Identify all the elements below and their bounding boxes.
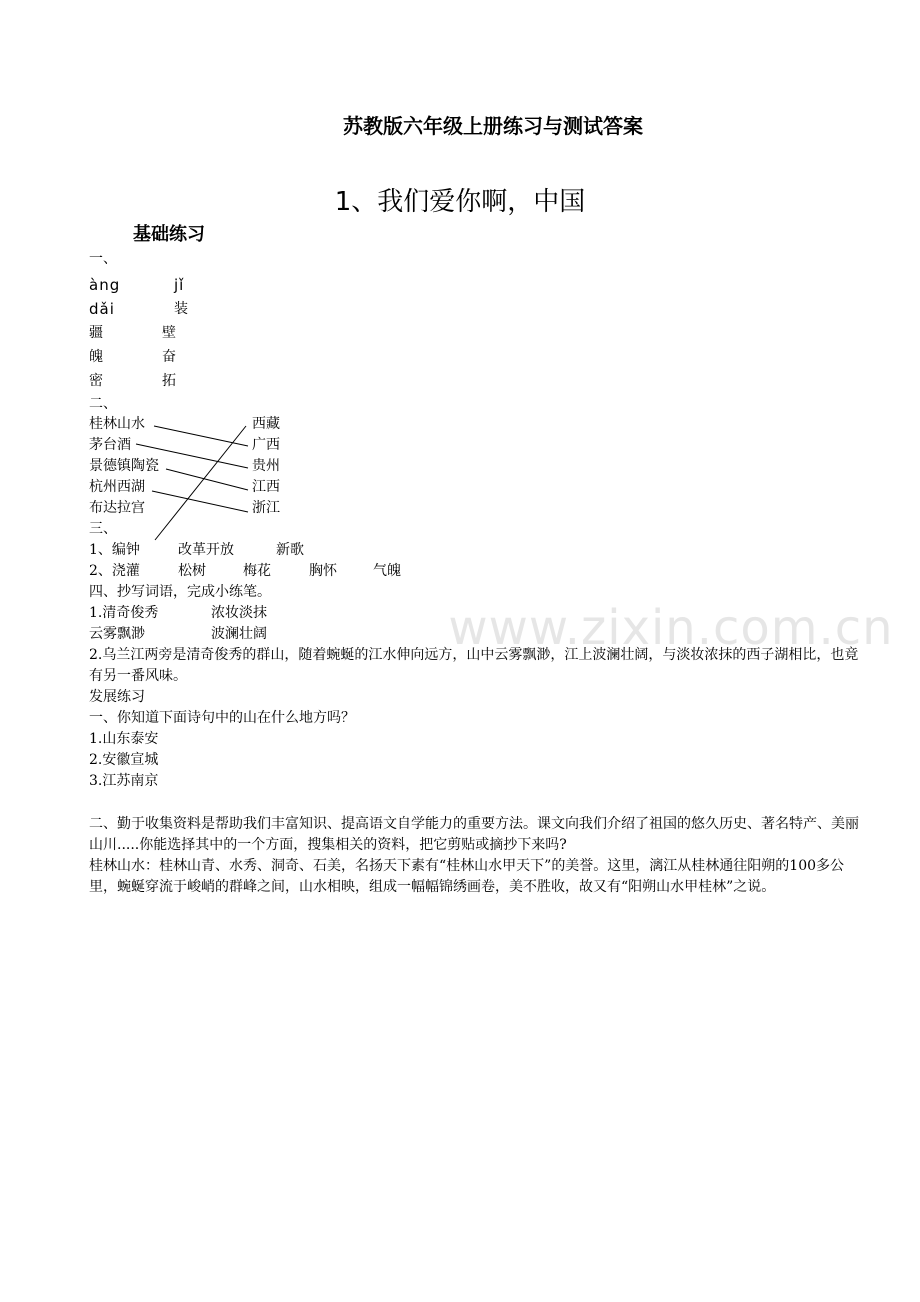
q4-label: 四、抄写词语，完成小练笔。	[89, 584, 271, 600]
q3-line2-item: 气魄	[373, 563, 401, 579]
q2-right-item: 浙江	[252, 500, 280, 516]
q3-line2-item: 松树	[178, 563, 206, 579]
q3-line2-item: 胸怀	[309, 563, 337, 579]
q2-right-item: 江西	[252, 479, 280, 495]
q1-label: 一、	[89, 251, 117, 267]
q3-line1-item: 改革开放	[178, 542, 234, 558]
q2-left-item: 桂林山水	[89, 416, 145, 432]
section-heading-dev: 发展练习	[89, 689, 145, 705]
q1-row1-b: jǐ	[174, 276, 185, 294]
q2-left-item: 茅台酒	[89, 437, 131, 453]
q3-line1-item: 新歌	[276, 542, 304, 558]
match-line-guilin-guangxi	[154, 426, 248, 446]
d1-item: 2.安徽宣城	[89, 752, 159, 768]
match-line-jingdezhen-jiangxi	[166, 469, 248, 490]
document-title: 苏教版六年级上册练习与测试答案	[343, 114, 643, 138]
q3-line1-item: 1、编钟	[89, 542, 140, 558]
q2-left-item: 杭州西湖	[89, 479, 145, 495]
q3-label: 三、	[89, 521, 117, 537]
q1-row2-b: 装	[174, 301, 188, 317]
q2-right-item: 贵州	[252, 458, 280, 474]
q1-row3-b: 壁	[162, 325, 176, 341]
q1-row2-a: dǎi	[89, 300, 115, 318]
q4-line1-item: 1.清奇俊秀	[89, 605, 159, 621]
q1-row1-a: àng	[89, 276, 121, 294]
q1-row4-a: 魄	[89, 349, 103, 365]
watermark: www.zixin.com.cn	[448, 600, 894, 656]
q1-row5-b: 拓	[162, 373, 176, 389]
q2-right-item: 西藏	[252, 416, 280, 432]
d1-label: 一、你知道下面诗句中的山在什么地方吗？	[89, 710, 355, 726]
match-line-budala-xizang	[155, 426, 246, 540]
q3-line2-item: 梅花	[243, 563, 271, 579]
d2-intro: 二、勤于收集资料是帮助我们丰富知识、提高语文自学能力的重要方法。课文向我们介绍了祖国的悠久历史、著名特产、美丽山川.....你能选择其中的一个方面，搜集相关的资料，把它剪贴或摘抄下来吗?	[89, 816, 859, 853]
q2-left-item: 布达拉宫	[89, 500, 145, 516]
q4-line2-item: 云雾飘渺	[89, 626, 145, 642]
d1-item: 1.山东泰安	[89, 731, 159, 747]
q4-line1-item: 浓妆淡抹	[211, 605, 267, 621]
section-heading-basic: 基础练习	[133, 224, 205, 245]
q1-row3-a: 疆	[89, 325, 103, 341]
q2-label: 二、	[89, 396, 117, 412]
d2-answer: 桂林山水：桂林山青、水秀、洞奇、石美，名扬天下素有“桂林山水甲天下”的美誉。这里，漓江从桂林通往阳朔的100多公里，蜿蜒穿流于峻峭的群峰之间，山水相映，组成一幅幅锦绣画卷，美不胜收，故又有“阳朔山水甲桂林”之说。	[89, 858, 845, 895]
q1-row4-b: 奋	[162, 349, 176, 365]
match-line-maotai-guizhou	[136, 444, 248, 468]
q2-right-item: 广西	[252, 437, 280, 453]
q1-row5-a: 密	[89, 373, 103, 389]
lesson-title: 1、我们爱你啊，中国	[334, 187, 586, 217]
match-line-hangzhou-zhejiang	[152, 491, 248, 512]
q4-paragraph: 2.乌兰江两旁是清奇俊秀的群山，随着蜿蜒的江水伸向远方，山中云雾飘渺，江上波澜壮阔，与淡妆浓抹的西子湖相比，也竟有另一番风味。	[89, 647, 859, 684]
q2-left-item: 景德镇陶瓷	[89, 458, 159, 474]
q3-line2-item: 2、浇灌	[89, 563, 140, 579]
d1-item: 3.江苏南京	[89, 773, 159, 789]
q4-line2-item: 波澜壮阔	[211, 626, 267, 642]
